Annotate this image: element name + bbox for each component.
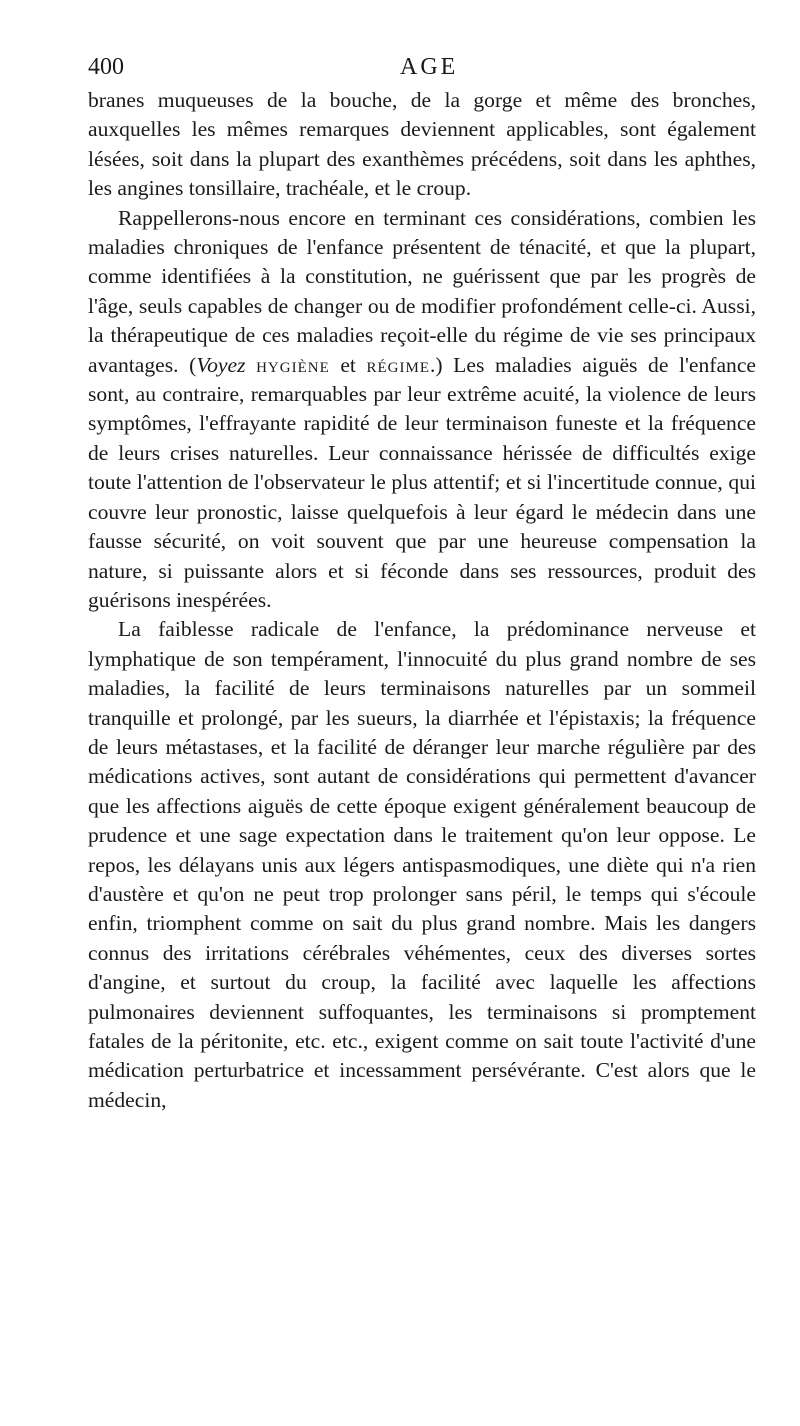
paragraph-text: Rappellerons-nous encore en terminant ces considérations, combien les maladies chroniques de l'enfance présentent de ténacité, et que la plupart, comme identifiées à la constitution, ne guérissent que par les progrès de l'âge, seuls capables de changer ou de modifier profondément celle-ci. Aussi, la thérapeutique de ces maladies reçoit-elle du régime de vie ses principaux avantages. ( [88,205,756,377]
page-number: 400 [88,54,124,80]
voyez-reference: Voyez [196,352,246,377]
paragraph-acute-diseases: La faiblesse radicale de l'enfance, la prédominance nerveuse et lymphatique de son tempérament, l'innocuité du plus grand nombre de ses maladies, la facilité de leurs terminaisons naturelles par un sommeil tranquille et prolongé, par les sueurs, la diarrhée et l'épistaxis; la fréquence de leurs métastases, et la facilité de déranger leur marche régulière par des médications actives, sont autant de considérations qui permettent d'avancer que les affections aiguës de cette époque exigent généralement beaucoup de prudence et une sage expectation dans le traitement qu'on leur oppose. Le repos, les délayans unis aux légers antispasmodiques, une diète qui n'a rien d'austère et qu'on ne peut trop prolonger sans péril, le temps qui s'écoule enfin, triomphent comme on sait du plus grand nombre. Mais les dangers connus des irritations cérébrales véhémentes, ceux des diverses sortes d'angine, et surtout du croup, la facilité avec laquelle les affections pulmonaires deviennent suffoquantes, les terminaisons si promptement fatales de la péritonite, etc. etc., exigent comme on sait toute l'activité d'une médication perturbatrice et incessamment persévérante. C'est alors que le médecin, [88,617,756,1112]
paragraph-continuation: branes muqueuses de la bouche, de la gorge et même des bronches, auxquelles les mêmes remarques deviennent applicables, sont également lésées, soit dans la plupart des exanthèmes précédens, soit dans les aphthes, les angines tonsillaire, trachéale, et le croup. [88,88,756,201]
running-title: AGE [400,54,459,80]
conjunction: et [340,352,356,377]
body-text [88,86,756,1115]
paragraph-chronic-diseases [88,204,756,616]
running-head [88,50,760,84]
cross-reference-regime: régime [366,352,431,377]
paragraph-text: .) Les maladies aiguës de l'enfance sont, au contraire, remarquables par leur extrême acuité, la violence de leurs symptômes, l'effrayante rapidité de leur terminaison funeste et la fréquence de leurs crises naturelles. Leur connaissance hérissée de difficultés exige toute l'attention de l'observateur le plus attentif; et si l'incertitude connue, qui couvre leur pronostic, laisse quelquefois à leur égard le médecin dans une fausse sécurité, on voit souvent que par une heureuse compensation la nature, si puissante alors et si féconde dans ses ressources, produit des guérisons inespérées. [88,352,757,612]
cross-reference-hygiene: hygiène [256,352,330,377]
